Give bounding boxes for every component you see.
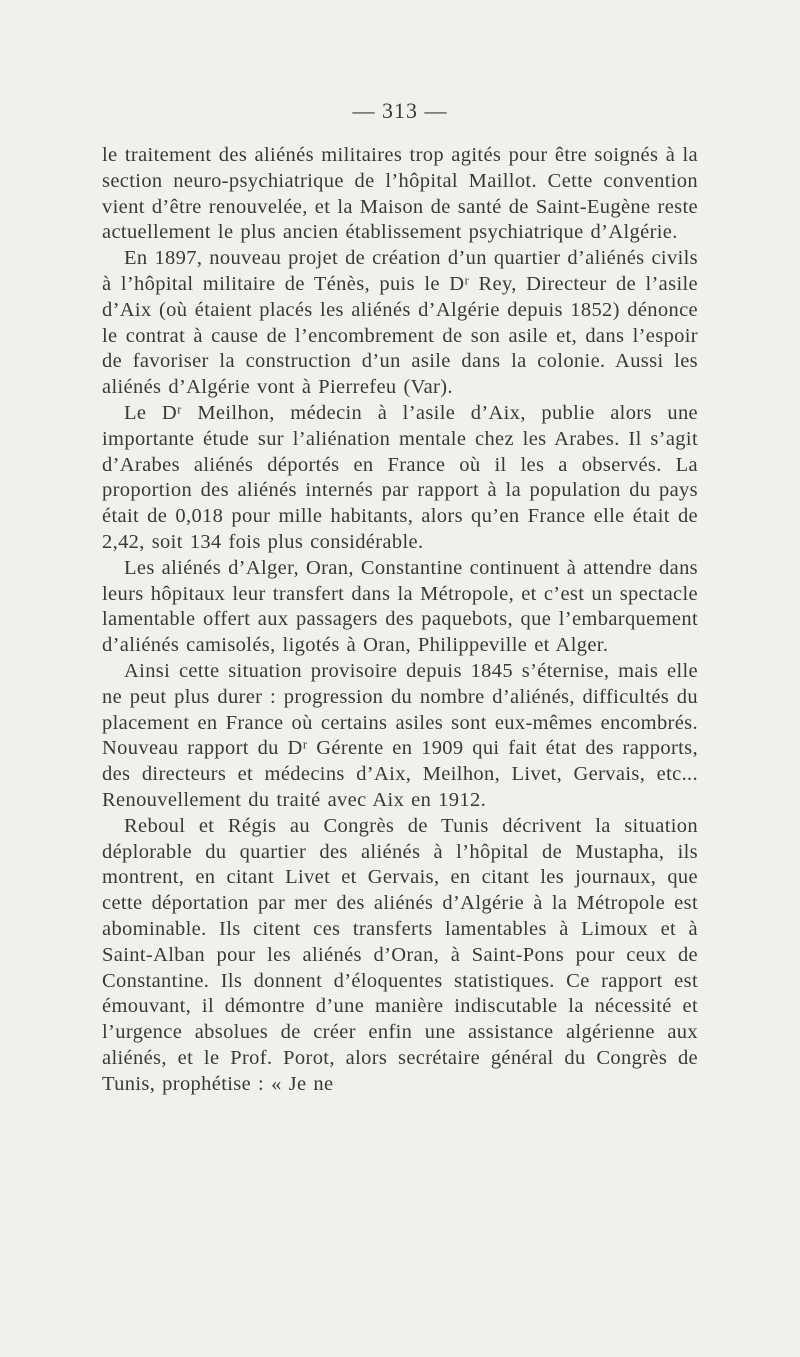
page-number: — 313 — — [352, 98, 448, 123]
paragraph-3: Le Dʳ Meilhon, médecin à l’asile d’Aix, publie alors une importante étude sur l’aliénation mentale chez les Arabes. Il s’agit d’Arabes aliénés déportés en France où il les a observés. La proportion des aliénés internés par rapport à la population du pays était de 0,018 pour mille habitants, alors qu’en France elle était de 2,42, soit 134 fois plus considérable. — [102, 401, 698, 553]
paragraph-4: Les aliénés d’Alger, Oran, Constantine continuent à attendre dans leurs hôpitaux leur transfert dans la Métropole, et c’est un spectacle lamentable offert aux passagers des paquebots, que l’embarquement d’aliénés camisolés, ligotés à Oran, Philippeville et Alger. — [102, 556, 698, 657]
paragraph-1: le traitement des aliénés militaires trop agités pour être soignés à la section neuro-psychiatrique de l’hôpital Maillot. Cette convention vient d’être renouvelée, et la Maison de santé de Saint-Eugène reste actuellement le plus ancien établissement psychiatrique d’Algérie. — [102, 144, 698, 244]
paragraph-6: Reboul et Régis au Congrès de Tunis décrivent la situation déplorable du quartier des aliénés à l’hôpital de Mustapha, ils montrent, en citant Livet et Gervais, en citant les journaux, que cette déportation par mer des aliénés d’Algérie à la Métropole est abominable. Ils citent ces transferts lamentables à Limoux et à Saint-Alban pour les aliénés d’Oran, à Saint-Pons pour ceux de Constantine. Ils donnent d’éloquentes statistiques. Ce rapport est émouvant, il démontre d’une manière indiscutable la nécessité et l’urgence absolues de créer enfin une assistance algérienne aux aliénés, et le Prof. Porot, alors secrétaire général du Congrès de Tunis, prophétise : « Je ne — [102, 814, 698, 1095]
paragraph-5: Ainsi cette situation provisoire depuis 1845 s’éternise, mais elle ne peut plus durer : progression du nombre d’aliénés, difficultés du placement en France où certains asiles sont eux-mêmes encombrés. Nouveau rapport du Dʳ Gérente en 1909 qui fait état des rapports, des directeurs et médecins d’Aix, Meilhon, Livet, Gervais, etc... Renouvellement du traité avec Aix en 1912. — [102, 659, 698, 811]
paragraph-2: En 1897, nouveau projet de création d’un quartier d’aliénés civils à l’hôpital militaire de Ténès, puis le Dʳ Rey, Directeur de l’asile d’Aix (où étaient placés les aliénés d’Algérie depuis 1852) dénonce le contrat à cause de l’encombrement de son asile et, dans l’espoir de favoriser la construction d’un asile dans la colonie. Aussi les aliénés d’Algérie vont à Pierrefeu (Var). — [102, 247, 698, 399]
body-text — [102, 143, 698, 1097]
